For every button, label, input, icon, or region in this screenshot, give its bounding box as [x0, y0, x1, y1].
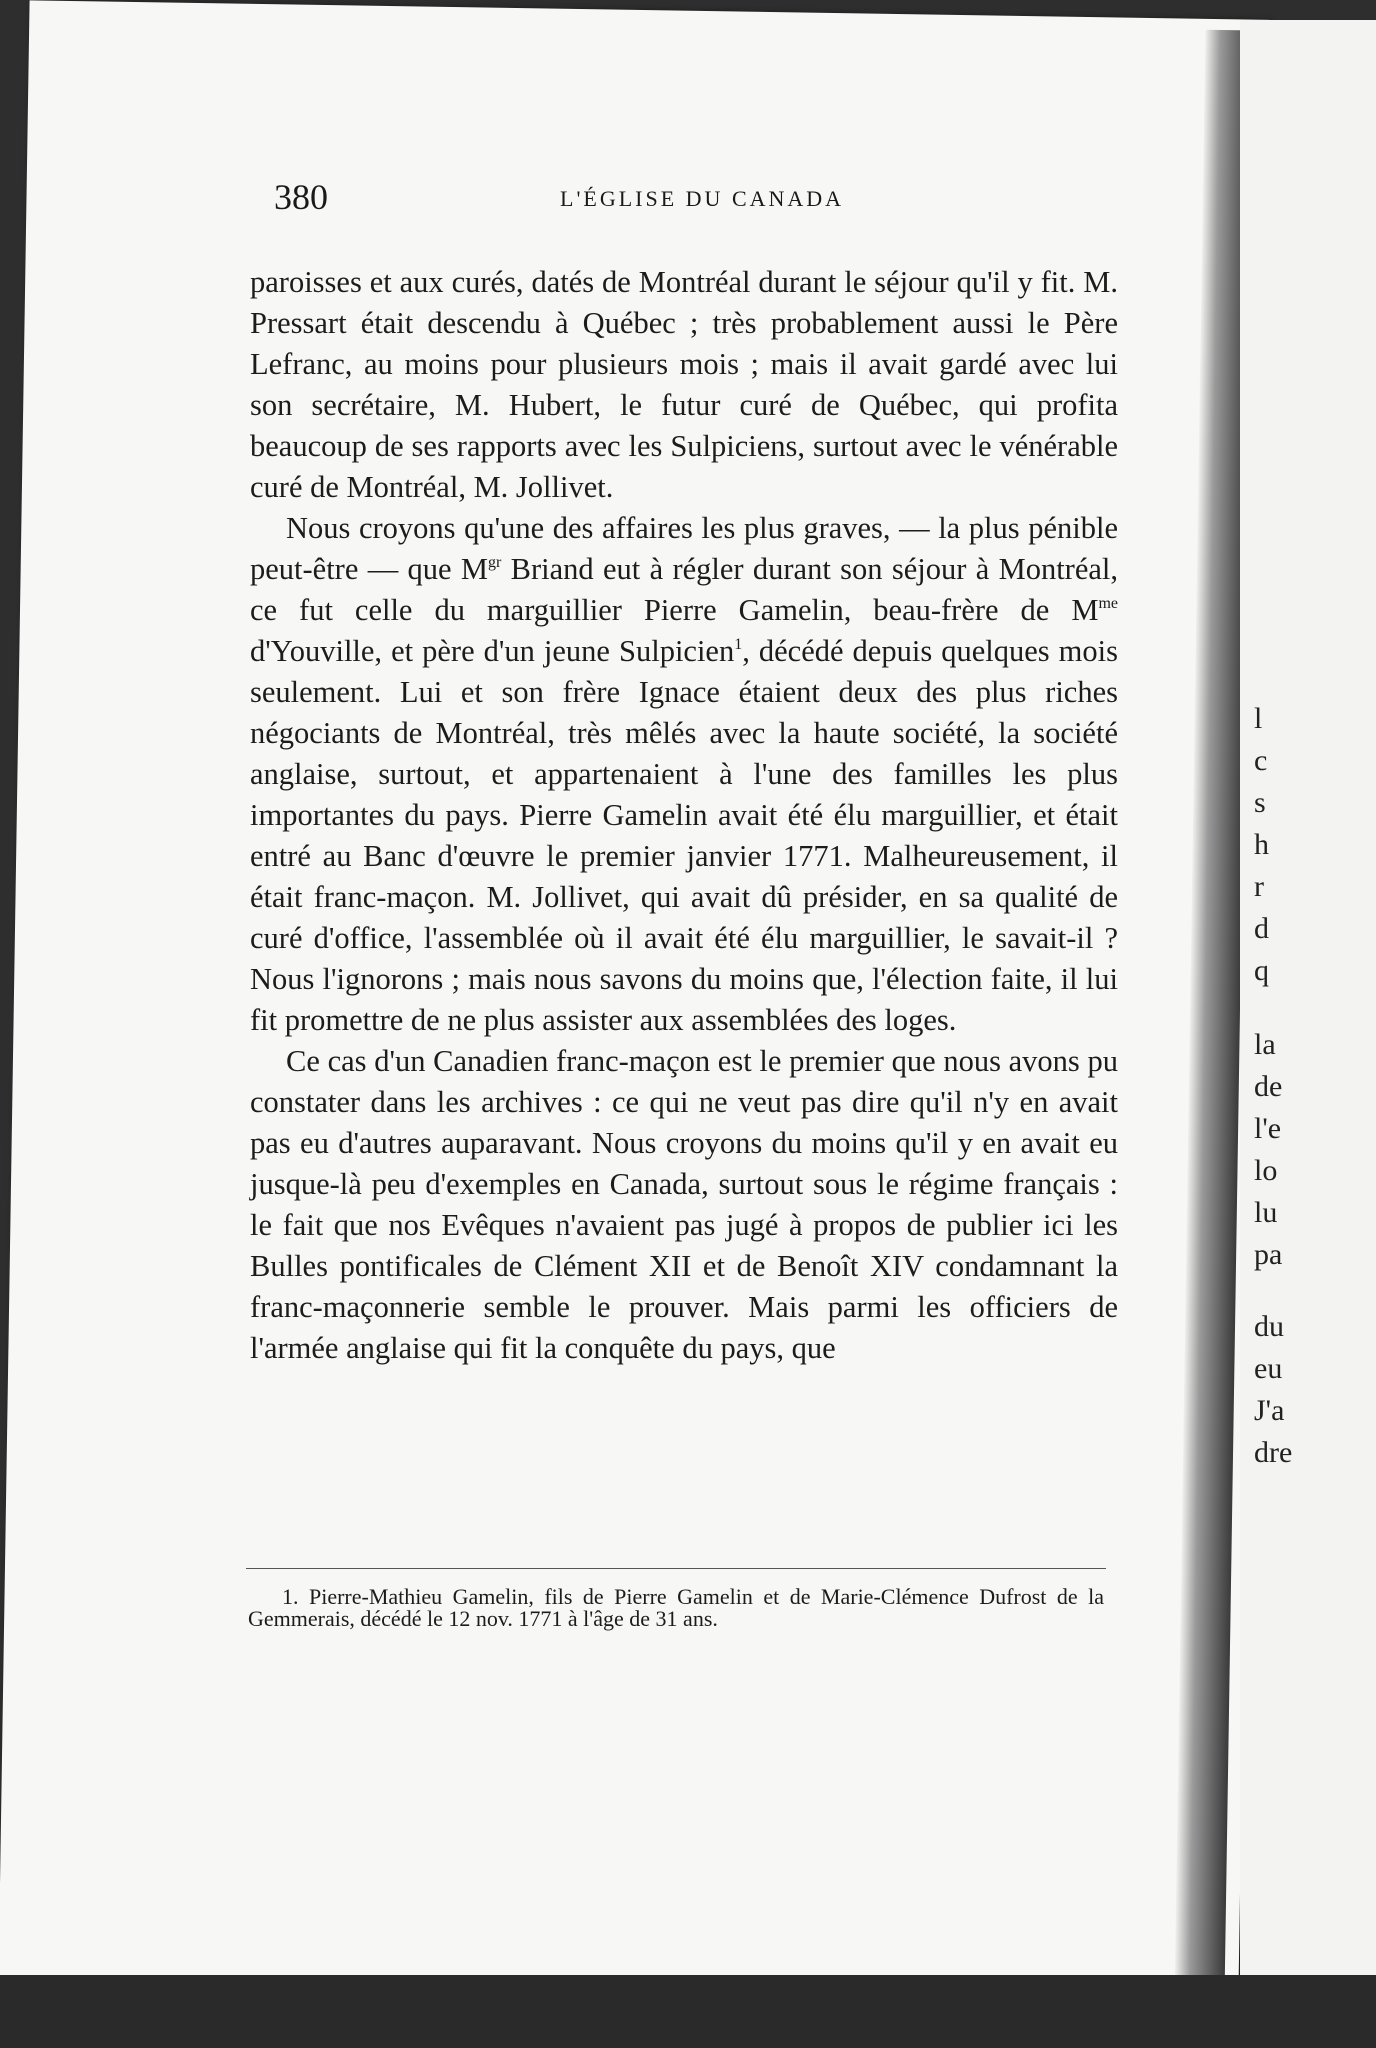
- facing-page-fragment: d: [1254, 912, 1269, 945]
- paragraph: paroisses et aux curés, datés de Montréal durant le séjour qu'il y fit. M. Pressart était descendu à Québec ; très probablement aussi le Père Lefranc, au moins pour plusieurs mois ; mais il avait gardé avec lui son secrétaire, M. Hubert, le futur curé de Québec, qui profita beaucoup de ses rapports avec les Sulpiciens, surtout avec le vénérable curé de Montréal, M. Jollivet.: [250, 265, 1118, 504]
- facing-page-fragment: r: [1254, 870, 1264, 903]
- facing-page-fragment: s: [1254, 786, 1266, 819]
- page-header: [260, 176, 1120, 216]
- paragraph: Ce cas d'un Canadien franc-maçon est le premier que nous avons pu constater dans les archives : ce qui ne veut pas dire qu'il n'y en avait pas eu d'autres auparavant. Nous croyons du moins qu'il y en avait eu jusque-là peu d'exemples en Canada, surtout sous le régime français : le fait que nos Evêques n'avaient pas jugé à propos de publier ici les Bulles pontificales de Clément XII et de Benoît XIV condamnant la franc-maçonnerie semble le prouver. Mais parmi les officiers de l'armée anglaise qui fit la conquête du pays, que: [250, 1044, 1118, 1365]
- facing-page-fragment: h: [1254, 828, 1269, 861]
- paragraph-text: Nous croyons qu'une des affaires les plus graves, — la plus pénible peut-être — que M: [250, 511, 1118, 586]
- facing-page-fragment: q: [1254, 954, 1269, 987]
- facing-page: [1240, 20, 1376, 2010]
- facing-page-fragment: la: [1254, 1028, 1276, 1061]
- facing-page-fragment: du: [1254, 1310, 1284, 1343]
- scan-bottom-edge: [0, 1975, 1376, 2048]
- paragraph-text: d'Youville, et père d'un jeune Sulpicien: [250, 634, 735, 668]
- facing-page-fragment: eu: [1254, 1352, 1283, 1385]
- facing-page-fragment: lu: [1254, 1196, 1278, 1229]
- paragraph: [250, 508, 1118, 1041]
- facing-page-fragment: de: [1254, 1070, 1283, 1103]
- facing-page-fragment: l: [1254, 702, 1263, 735]
- facing-page-fragment: J'a: [1254, 1394, 1285, 1427]
- superscript: me: [1098, 595, 1118, 612]
- footnote-rule: [246, 1568, 1106, 1569]
- paragraph-text: , décédé depuis quelques mois seulement. Lui et son frère Ignace étaient deux des plus riches négociants de Montréal, très mêlés avec la haute société, la société anglaise, surtout, et appartenaient à l'une des familles les plus importantes du pays. Pierre Gamelin avait été élu marguillier, et était entré au Banc d'œuvre le premier janvier 1771. Malheureusement, il était franc-maçon. M. Jollivet, qui avait dû présider, en sa qualité de curé d'office, l'assemblée où il avait été élu marguillier, le savait-il ? Nous l'ignorons ; mais nous savons du moins que, l'élection faite, il lui fit promettre de ne plus assister aux assemblées des loges.: [250, 634, 1118, 1037]
- facing-page-fragment: dre: [1254, 1436, 1293, 1469]
- running-head: L'ÉGLISE DU CANADA: [560, 186, 845, 211]
- facing-page-fragment: l'e: [1254, 1112, 1282, 1145]
- paragraph-text: Briand eut à régler durant son séjour à Montréal, ce fut celle du marguillier Pierre Gamelin, beau-frère de M: [250, 552, 1118, 627]
- footnote: 1. Pierre-Mathieu Gamelin, fils de Pierre Gamelin et de Marie-Clémence Dufrost de la Gemmerais, décédé le 12 nov. 1771 à l'âge de 31 ans.: [248, 1584, 1104, 1631]
- page-number: 380: [274, 177, 328, 217]
- facing-page-fragment: lo: [1254, 1154, 1278, 1187]
- superscript: gr: [488, 554, 502, 571]
- footnote-reference: 1: [734, 636, 743, 653]
- facing-page-fragment: c: [1254, 744, 1268, 777]
- facing-page-fragment: pa: [1254, 1238, 1283, 1271]
- body-text: [250, 262, 1118, 1369]
